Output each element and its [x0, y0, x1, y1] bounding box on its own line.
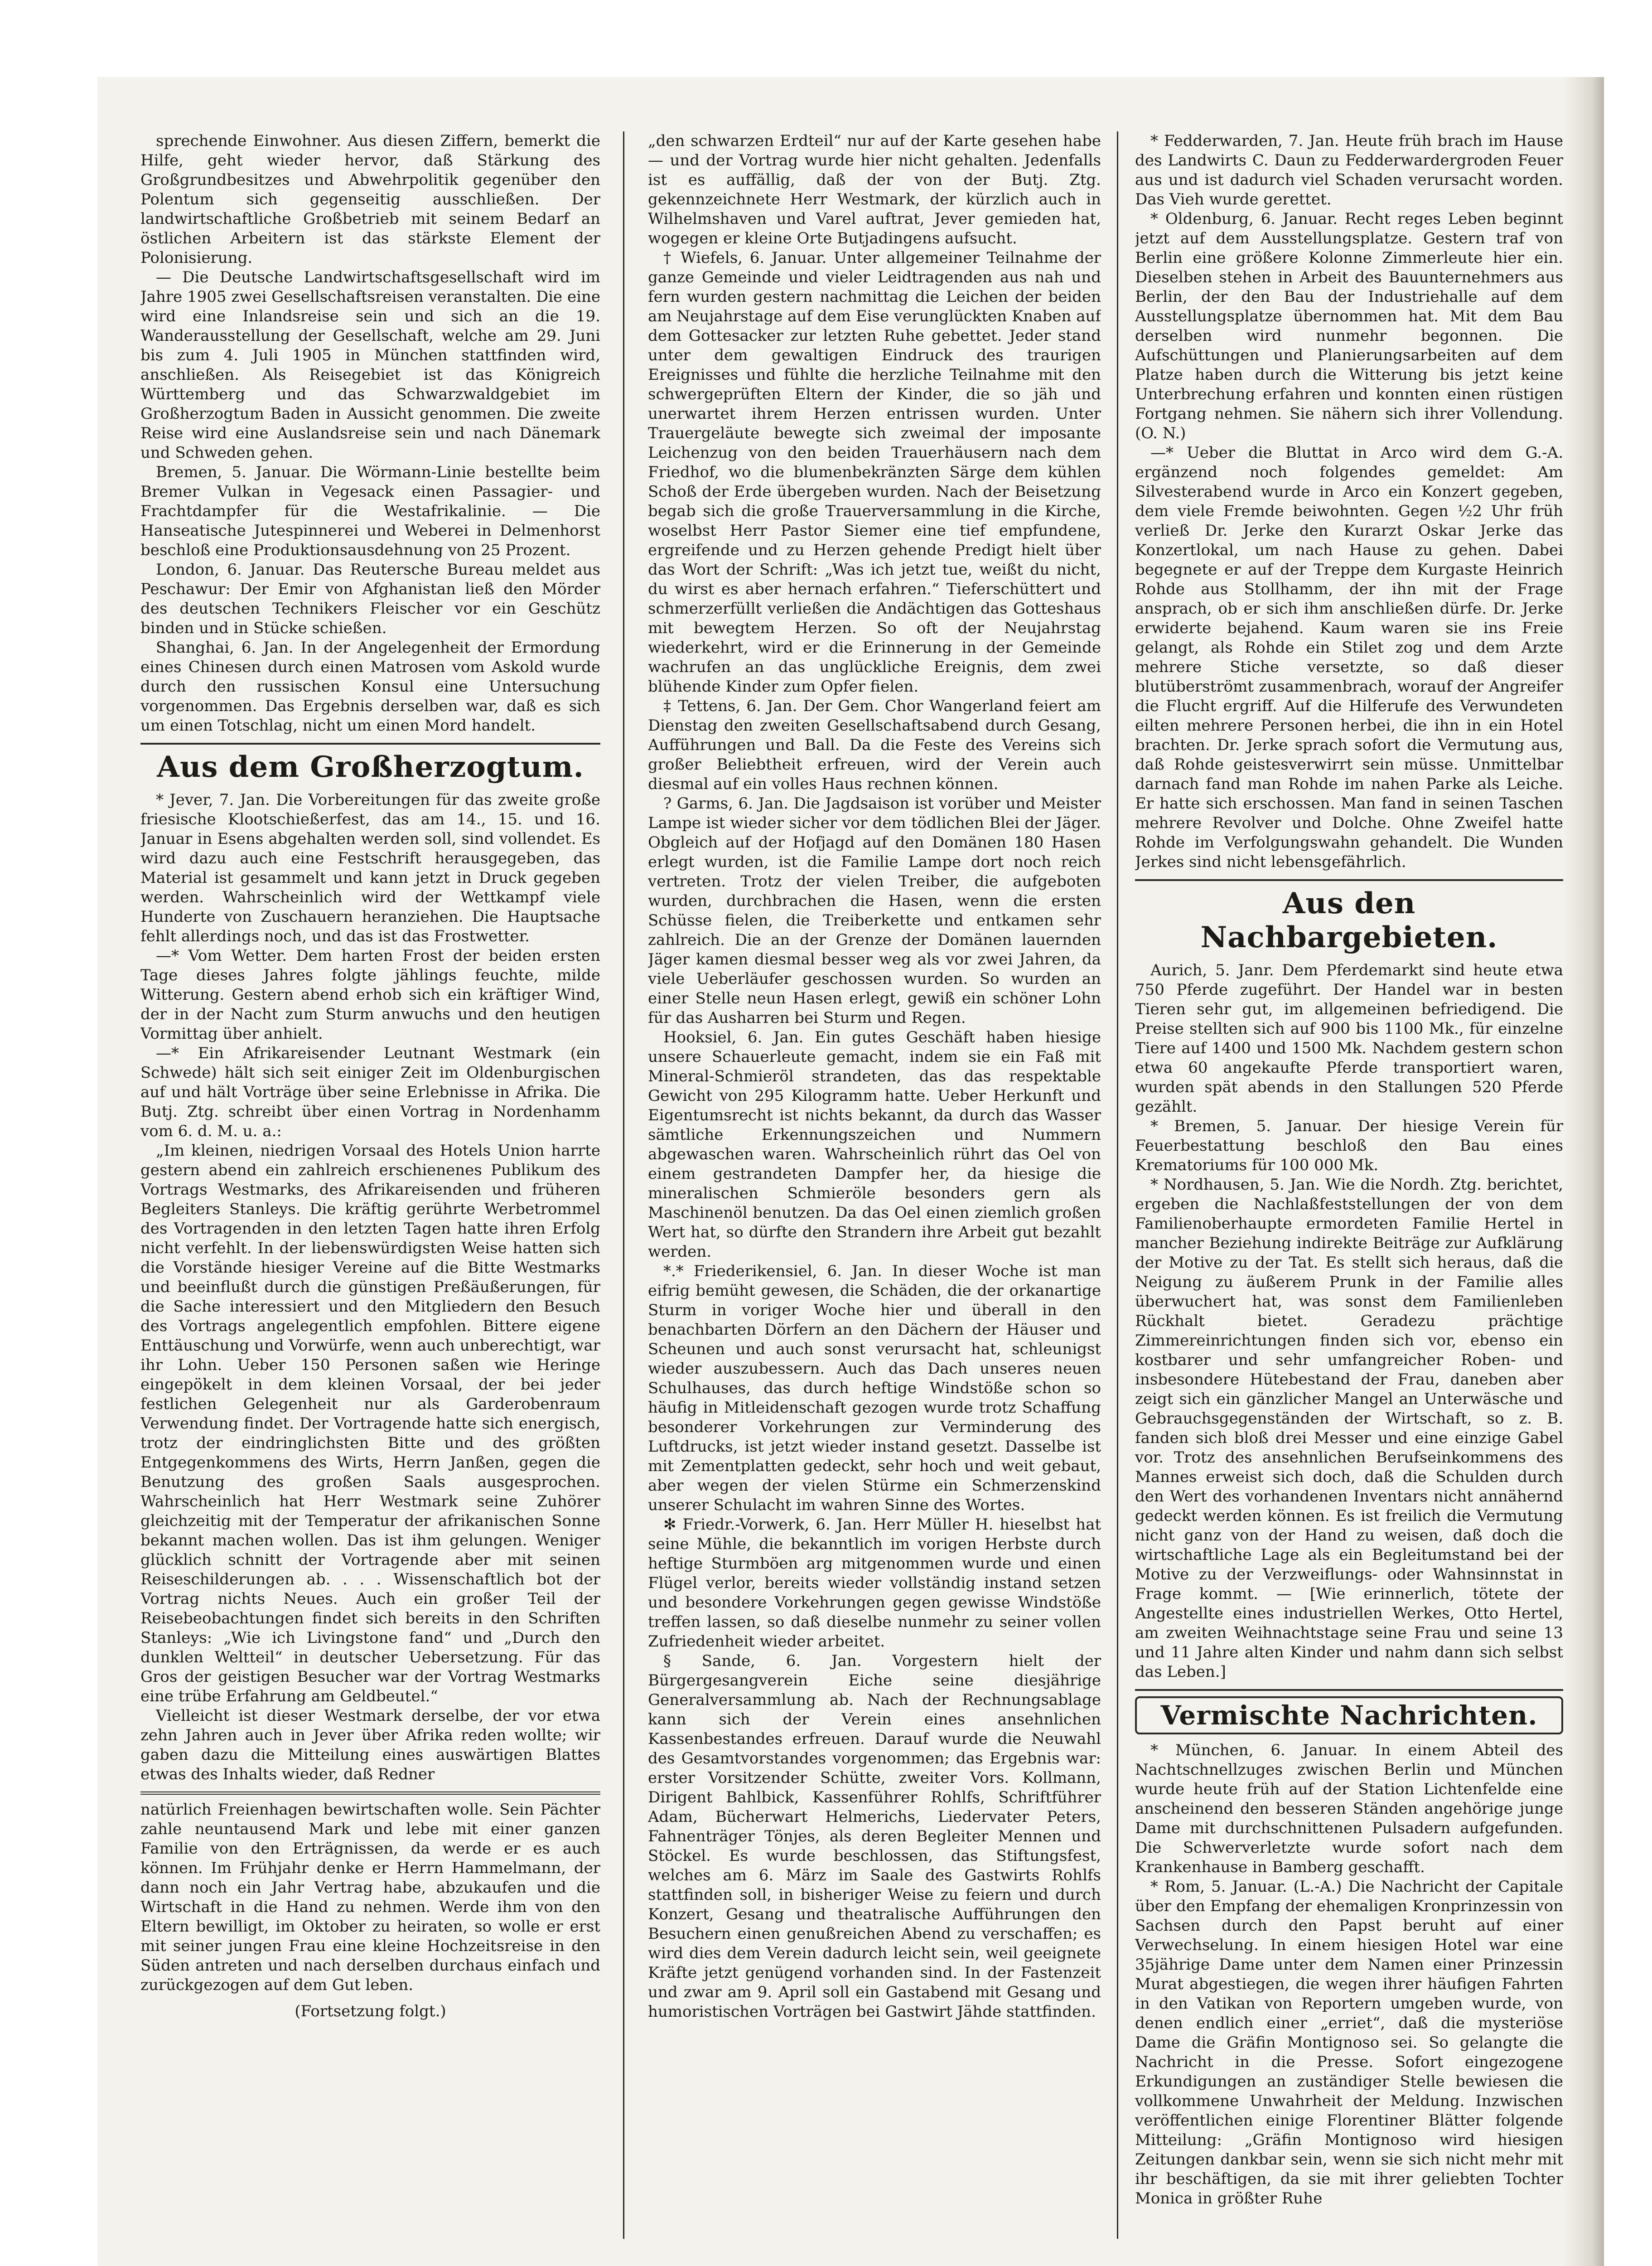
news-item: * Rom, 5. Januar. (L.-A.) Die Nachricht der Capitale über den Empfang der ehemaligen Kronprinzessin von Sachsen durch den Papst beruht auf einer Verwechselung. In einem hiesigen Hotel war eine 35jährige Dame unter dem Namen einer Prinzessin Murat abgestiegen, die wegen ihrer häufigen Fahrten in den Vatikan von Reportern umgeben wurde, von denen endlich einer „erriet“, daß die mysteriöse Dame die Gräfin Montignoso sei. So gelangte die Nachricht in die Presse. Sofort eingezogene Erkundigungen an zuständiger Stelle bewiesen die vollkommene Unwahrheit der Meldung. Inzwischen veröffentlichen einige Florentiner Blätter folgende Mitteilung: „Gräfin Montignoso wird hiesigen Zeitungen dankbar sein, wenn sie sich nicht mehr mit ihr beschäftigen, da sie mit ihrer geliebten Tochter Monica in größter Ruhe: [1135, 1878, 1563, 2208]
section-divider: [140, 1791, 600, 1795]
news-item: „den schwarzen Erdteil“ nur auf der Karte gesehen habe — und der Vortrag wurde hier nicht gehalten. Jedenfalls ist es auffällig, daß der von der Butj. Ztg. gekennzeichnete Herr Westmark, der kürzlich auch in Wilhelmshaven und Varel auftrat, Jever gemieden hat, wogegen er kleine Orte Butjadingens aufsucht.: [648, 132, 1101, 247]
section-divider: [1135, 1689, 1563, 1691]
news-item: * Fedderwarden, 7. Jan. Heute früh brach im Hause des Landwirts C. Daun zu Fedderwardergroden Feuer aus und ist dadurch viel Schaden verursacht worden. Das Vieh wurde gerettet.: [1135, 132, 1563, 208]
news-item: † Wiefels, 6. Januar. Unter allgemeiner Teilnahme der ganze Gemeinde und vieler Leidtragenden aus nah und fern wurden gestern nachmittag die Leichen der beiden am Neujahrstage auf dem Eise verunglückten Knaben auf dem Gottesacker zur letzten Ruhe gebettet. Jeder stand unter dem gewaltigen Eindruck des traurigen Ereignisses und fühlte die herzliche Teilnahme mit den schwergeprüften Eltern der Kinder, die so jäh und unerwartet ihrem Herzen entrissen wurden. Unter Trauergeläute bewegte sich zweimal der imposante Leichenzug von den beiden Trauerhäusern nach dem Friedhof, wo die blumenbekränzten Särge dem kühlen Schoß der Erde übergeben wurden. Nach der Beisetzung begab sich die große Trauerversammlung in die Kirche, woselbst Herr Pastor Siemer eine tief empfundene, ergreifende und zu Herzen gehende Predigt hielt über das Wort der Schrift: „Was ich jetzt tue, weißt du nicht, du wirst es aber hernach erfahren.“ Tieferschüttert und schmerzerfüllt verließen die Andächtigen das Gotteshaus mit bewegtem Herzen. So oft der Neujahrstag wiederkehrt, wird er die Erinnerung in der Gemeinde wachrufen an das unglückliche Ereignis, dem zwei blühende Kinder zum Opfer fielen.: [648, 249, 1101, 696]
newspaper-page: [97, 77, 1604, 2266]
news-item: Vielleicht ist dieser Westmark derselbe, der vor etwa zehn Jahren auch in Jever über Afrika reden wollte; wir gaben dazu die Mitteilung eines auswärtigen Blattes etwas des Inhalts wieder, daß Redner: [140, 1707, 600, 1783]
news-item: sprechende Einwohner. Aus diesen Ziffern, bemerkt die Hilfe, geht wieder hervor, daß Stärkung des Großgrundbesitzes und Abwehrpolitik gegenüber den Polentum sich gegenseitig ausschließen. Der landwirtschaftliche Großbetrieb mit seinem Bedarf an östlichen Arbeitern ist das stärkste Element der Polonisierung.: [140, 132, 600, 267]
news-item: § Sande, 6. Jan. Vorgestern hielt der Bürgergesangverein Eiche seine diesjährige Generalversammlung ab. Nach der Rechnungsablage kann sich der Verein eines ansehnlichen Kassenbestandes erfreuen. Darauf wurde die Neuwahl des Gesamtvorstandes vorgenommen; das Ergebnis war: erster Vorsitzender Schütte, zweiter Vors. Kollmann, Dirigent Bahlbick, Kassenführer Rohlfs, Schriftführer Adam, Bücherwart Helmerichs, Liedervater Peters, Fahnenträger Tönjes, als deren Begleiter Mennen und Stöckel. Es wurde beschlossen, das Stiftungsfest, welches am 6. März im Saale des Gastwirts Rohlfs stattfinden soll, in bisheriger Weise zu feiern und durch Konzert, Gesang und theatralische Aufführungen den Besuchern einen genußreichen Abend zu verschaffen; es wird dies dem Verein dadurch leicht sein, weil geeignete Kräfte jetzt genügend vorhanden sind. In der Fastenzeit und zwar am 9. April soll ein Gastabend mit Gesang und humoristischen Vorträgen bei Gastwirt Jähde stattfinden.: [648, 1652, 1101, 2021]
news-item: Bremen, 5. Januar. Die Wörmann-Linie bestellte beim Bremer Vulkan in Vegesack einen Passagier- und Frachtdampfer für die Westafrikalinie. — Die Hanseatische Jutespinnerei und Weberei in Delmenhorst beschloß eine Produktionsausdehnung von 25 Prozent.: [140, 463, 600, 559]
news-item: * Oldenburg, 6. Januar. Recht reges Leben beginnt jetzt auf dem Ausstellungsplatze. Gestern traf von Berlin eine größere Kolonne Zimmerleute hier ein. Dieselben stehen in Arbeit des Bauunternehmers aus Berlin, der den Bau der Industriehalle auf dem Ausstellungsplatze übernommen hat. Mit dem Bau derselben wird nunmehr begonnen. Die Aufschüttungen und Planierungsarbeiten auf dem Platze haben durch die Witterung bis jetzt keine Unterbrechung erfahren und konnten einen rüstigen Fortgang nehmen. Sie nähern sich ihrer Vollendung. (O. N.): [1135, 210, 1563, 442]
section-heading: Aus dem Großherzogtum.: [157, 750, 584, 784]
news-item: * München, 6. Januar. In einem Abteil des Nachtschnellzuges zwischen Berlin und München wurde heute früh auf der Station Lichtenfelde eine anscheinend den besseren Ständen angehörige junge Dame mit durchschnittenen Pulsadern aufgefunden. Die Schwerverletzte wurde sofort nach dem Krankenhause in Bamberg geschafft.: [1135, 1741, 1563, 1876]
news-item: —* Vom Wetter. Dem harten Frost der beiden ersten Tage dieses Jahres folgte jählings feuchte, milde Witterung. Gestern abend erhob sich ein kräftiger Wind, der in der Nacht zum Sturm anwuchs und den heutigen Vormittag über anhielt.: [140, 947, 600, 1043]
news-item: Hooksiel, 6. Jan. Ein gutes Geschäft haben hiesige unsere Schauerleute gemacht, indem sie ein Faß mit Mineral-Schmieröl strandeten, das das respektable Gewicht von 295 Kilogramm hatte. Ueber Herkunft und Eigentumsrecht ist nichts bekannt, da durch das Wasser sämtliche Erkennungszeichen und Nummern abgewaschen waren. Wahrscheinlich rührt das Oel von einem gestrandeten Dampfer her, da hiesige die mineralischen Schmieröle besonders gern als Maschinenöl benutzen. Da das Oel einen ziemlich großen Wert hat, so dürfte den Strandern ihre Arbeit gut bezahlt werden.: [648, 1028, 1101, 1261]
section-heading: Aus den Nachbargebieten.: [1200, 886, 1498, 954]
section-divider: [1135, 879, 1563, 881]
news-item: natürlich Freienhagen bewirtschaften wolle. Sein Pächter zahle neuntausend Mark und lebe mit einer ganzen Familie von den Erträgnissen, da werde er es auch können. Im Frühjahr denke er Herrn Hammelmann, der dann noch ein Jahr Vertrag habe, abzukaufen und die Wirtschaft in die Hand zu nehmen. Werde ihm von den Eltern bewilligt, im Oktober zu heiraten, so wolle er erst mit seiner jungen Frau eine kleine Hochzeitsreise in den Süden antreten und nach derselben durchaus einfach und zurückgezogen auf dem Gut leben.: [140, 1801, 600, 1994]
news-item: * Jever, 7. Jan. Die Vorbereitungen für das zweite große friesische Klootschießerfest, das am 14., 15. und 16. Januar in Esens abgehalten werden soll, sind vollendet. Es wird dazu auch eine Festschrift herausgegeben, das Material ist gesammelt und kann jetzt in Druck gegeben werden. Wahrscheinlich wird der Wettkampf viele Hunderte von Zuschauern heranziehen. Die Hauptsache fehlt allerdings noch, und das ist das Frostwetter.: [140, 791, 600, 945]
news-item: * Nordhausen, 5. Jan. Wie die Nordh. Ztg. berichtet, ergeben die Nachlaßfeststellungen der von dem Familienoberhaupte ermordeten Familie Hertel in mancher Beziehung indirekte Beiträge zur Aufklärung der Motive zu der Tat. Es stellt sich heraus, daß die Neigung zu äußerem Prunk in der Familie alles überwuchert hat, was sonst dem Familienleben Rückhalt bietet. Geradezu prächtige Zimmereinrichtungen finden sich vor, ebenso ein kostbarer und sehr umfangreicher Roben- und insbesondere Hütebestand der Frau, daneben aber zeigt sich ein gänzlicher Mangel an Unterwäsche und Gebrauchsgegenständen der Wirtschaft, so z. B. fanden sich bloß drei Messer und eine einzige Gabel vor. Trotz des ansehnlichen Berufseinkommens des Mannes erweist sich doch, daß die Schulden durch den Wert des vorhandenen Inventars nicht annähernd gedeckt werden können. Es ist freilich die Vermutung nicht ganz von der Hand zu weisen, daß doch die wirtschaftliche Lage als ein Begleitumstand bei der Motive zu der Verzweiflungs- oder Wahnsinnstat in Frage kommt. — [Wie erinnerlich, tötete der Angestellte eines industriellen Werkes, Otto Hertel, am zweiten Weihnachtstage seine Frau und seine 13 und 11 Jahre alten Kinder und nahm dann sich selbst das Leben.]: [1135, 1176, 1563, 1681]
section-divider: [140, 743, 600, 745]
page-fold-shadow: [1563, 77, 1604, 2266]
news-item: ? Garms, 6. Jan. Die Jagdsaison ist vorüber und Meister Lampe ist wieder sicher vor dem tödlichen Blei der Jäger. Obgleich auf der Hofjagd auf den Domänen 180 Hasen erlegt wurden, ist die Familie Lampe dort noch reich vertreten. Trotz der vielen Treiber, die aufgeboten wurden, durchbrachen die Hasen, wenn die ersten Schüsse fielen, die Treiberkette und entkamen sehr zahlreich. Die an der Grenze der Domänen lauernden Jäger kamen diesmal besser weg als vor zwei Jahren, da viele Ueberläufer geschossen wurden. So wurden an einer Stelle neun Hasen erlegt, gewiß ein schöner Lohn für das Ausharren bei Sturm und Regen.: [648, 794, 1101, 1027]
news-item: * Bremen, 5. Januar. Der hiesige Verein für Feuerbestattung beschloß den Bau eines Krematoriums für 100 000 Mk.: [1135, 1117, 1563, 1174]
column-rule: [1117, 131, 1118, 2239]
column-2: [648, 131, 1101, 2261]
continuation-note: (Fortsetzung folgt.): [295, 2002, 446, 2020]
news-item: London, 6. Januar. Das Reutersche Bureau meldet aus Peschawur: Der Emir von Afghanistan ließ den Mörder des deutschen Technikers Fleischer vor ein Geschütz binden und in Stücke schießen.: [140, 561, 600, 637]
column-3: [1135, 131, 1563, 2261]
news-item: —* Ein Afrikareisender Leutnant Westmark (ein Schwede) hält sich seit einiger Zeit im Oldenburgischen auf und hält Vorträge über seine Erlebnisse in Afrika. Die Butj. Ztg. schreibt über einen Vortrag in Nordenhamm vom 6. d. M. u. a.:: [140, 1044, 600, 1140]
news-item: *.* Friederikensiel, 6. Jan. In dieser Woche ist man eifrig bemüht gewesen, die Schäden, die der orkanartige Sturm in voriger Woche hier und überall in den benachbarten Dörfern an den Dächern der Häuser und Scheunen und auch sonst verursacht hat, schleunigst wieder auszubessern. Auch das Dach unseres neuen Schulhauses, das durch heftige Windstöße schon so häufig in Mitleidenschaft gezogen wurde trotz Schaffung besonderer Vorkehrungen zur Verminderung des Luftdrucks, ist jetzt wieder instand gesetzt. Dasselbe ist mit Zementplatten gedeckt, sehr hoch und weit gebaut, aber wegen der vielen Stürme ein Schmerzenskind unserer Schulacht im wahren Sinne des Wortes.: [648, 1262, 1101, 1514]
column-rule: [623, 131, 624, 2239]
news-item: Aurich, 5. Janr. Dem Pferdemarkt sind heute etwa 750 Pferde zugeführt. Der Handel war in besten Tieren sehr gut, im allgemeinen befriedigend. Die Preise stellten sich auf 900 bis 1100 Mk., für einzelne Tiere auf 1400 und 1500 Mk. Nachdem gestern schon etwa 60 angekaufte Pferde transportiert waren, wurden spät abends in den Stallungen 520 Pferde gezählt.: [1135, 961, 1563, 1116]
section-heading: Vermischte Nachrichten.: [1135, 1696, 1563, 1734]
news-item: „Im kleinen, niedrigen Vorsaal des Hotels Union harrte gestern abend ein zahlreich erschienenes Publikum des Vortrags Westmarks, des Afrikareisenden und früheren Begleiters Stanleys. Die kräftig gerührte Werbetrommel des Vortragenden in den letzten Tagen hatte ihren Erfolg nicht verfehlt. In der liebenswürdigsten Weise hatten sich die Vorstände hiesiger Vereine auf die Bitte Westmarks und beeinflußt durch die günstigen Preßäußerungen, für die Sache interessiert und den Mitgliedern den Besuch des Vortrags angelegentlich empfohlen. Bittere eigene Enttäuschung und Vorwürfe, wenn auch unberechtigt, war ihr Lohn. Ueber 150 Personen saßen wie Heringe eingepökelt in dem kleinen Vorsaal, der bei jeder festlichen Gelegenheit nur als Garderobenraum Verwendung findet. Der Vortragende hatte sich energisch, trotz der eindringlichsten Bitte und des größten Entgegenkommens des Wirts, Herrn Janßen, gegen die Benutzung des großen Saals ausgesprochen. Wahrscheinlich hat Herr Westmark seine Zuhörer gleichzeitig mit der Temperatur der afrikanischen Sonne bekannt machen wollen. Das ist ihm gelungen. Weniger glücklich schnitt der Vortragende aber mit seinen Reiseschilderungen ab. . . . Wissenschaftlich bot der Vortrag nichts Neues. Auch ein großer Teil der Reisebeobachtungen findet sich bereits in den Schriften Stanleys: „Wie ich Livingstone fand“ und „Durch den dunklen Weltteil“ in deutscher Uebersetzung. Für das Gros der geistigen Besucher war der Vortrag Westmarks eine trübe Erfahrung am Geldbeutel.“: [140, 1142, 600, 1705]
column-1: [140, 131, 600, 2261]
news-item: ✻ Friedr.-Vorwerk, 6. Jan. Herr Müller H. hieselbst hat seine Mühle, die bekanntlich im vorigen Herbste durch heftige Sturmböen arg mitgenommen wurde und einen Flügel verlor, bereits wieder vollständig instand setzen und besondere Vorkehrungen gegen gewisse Windstöße treffen lassen, so daß dieselbe nunmehr zu seiner vollen Zufriedenheit wieder arbeitet.: [648, 1516, 1101, 1651]
news-item: Shanghai, 6. Jan. In der Angelegenheit der Ermordung eines Chinesen durch einen Matrosen vom Askold wurde durch den russischen Konsul eine Untersuchung vorgenommen. Das Ergebnis derselben war, daß es sich um einen Totschlag, nicht um einen Mord handelt.: [140, 639, 600, 735]
news-item: ‡ Tettens, 6. Jan. Der Gem. Chor Wangerland feiert am Dienstag den zweiten Gesellschaftsabend durch Gesang, Aufführungen und Ball. Da die Feste des Vereins sich großer Beliebtheit erfreuen, wird der Verein auch diesmal auf ein volles Haus rechnen können.: [648, 697, 1101, 793]
news-item: — Die Deutsche Landwirtschaftsgesellschaft wird im Jahre 1905 zwei Gesellschaftsreisen veranstalten. Die eine wird eine Inlandsreise sein und sich an die 19. Wanderausstellung der Gesellschaft, welche am 29. Juni bis zum 4. Juli 1905 in München stattfinden wird, anschließen. Als Reisegebiet ist das Königreich Württemberg und das Schwarzwaldgebiet im Großherzogtum Baden in Aussicht genommen. Die zweite Reise wird eine Auslandsreise sein und nach Dänemark und Schweden gehen.: [140, 268, 600, 462]
news-item: —* Ueber die Bluttat in Arco wird dem G.-A. ergänzend noch folgendes gemeldet: Am Silvesterabend wurde in Arco ein Konzert gegeben, dem viele Fremde beiwohnten. Gegen ½2 Uhr früh verließ Dr. Jerke den Kurarzt Oskar Jerke das Konzertlokal, um nach Hause zu gehen. Dabei begegnete er auf der Treppe dem Kurgaste Heinrich Rohde aus Stollhamm, der ihn mit der Frage ansprach, ob er sich ihm anschließen dürfe. Dr. Jerke erwiderte bejahend. Kaum waren sie ins Freie gelangt, als Rohde ein Stilet zog und dem Arzte mehrere Stiche versetzte, so daß dieser blutüberströmt zusammenbrach, worauf der Angreifer die Flucht ergriff. Auf die Hilferufe des Verwundeten eilten mehrere Personen herbei, die ihn in ein Hotel brachten. Dr. Jerke sprach sofort die Vermutung aus, daß Rohde geistesverwirrt sein müsse. Unmittelbar darnach fand man Rohde im nahen Parke als Leiche. Er hatte sich erschossen. Man fand in seinen Taschen mehrere Revolver und Dolche. Ohne Zweifel hatte Rohde im Verfolgungswahn gehandelt. Die Wunden Jerkes sind nicht lebensgefährlich.: [1135, 444, 1563, 871]
